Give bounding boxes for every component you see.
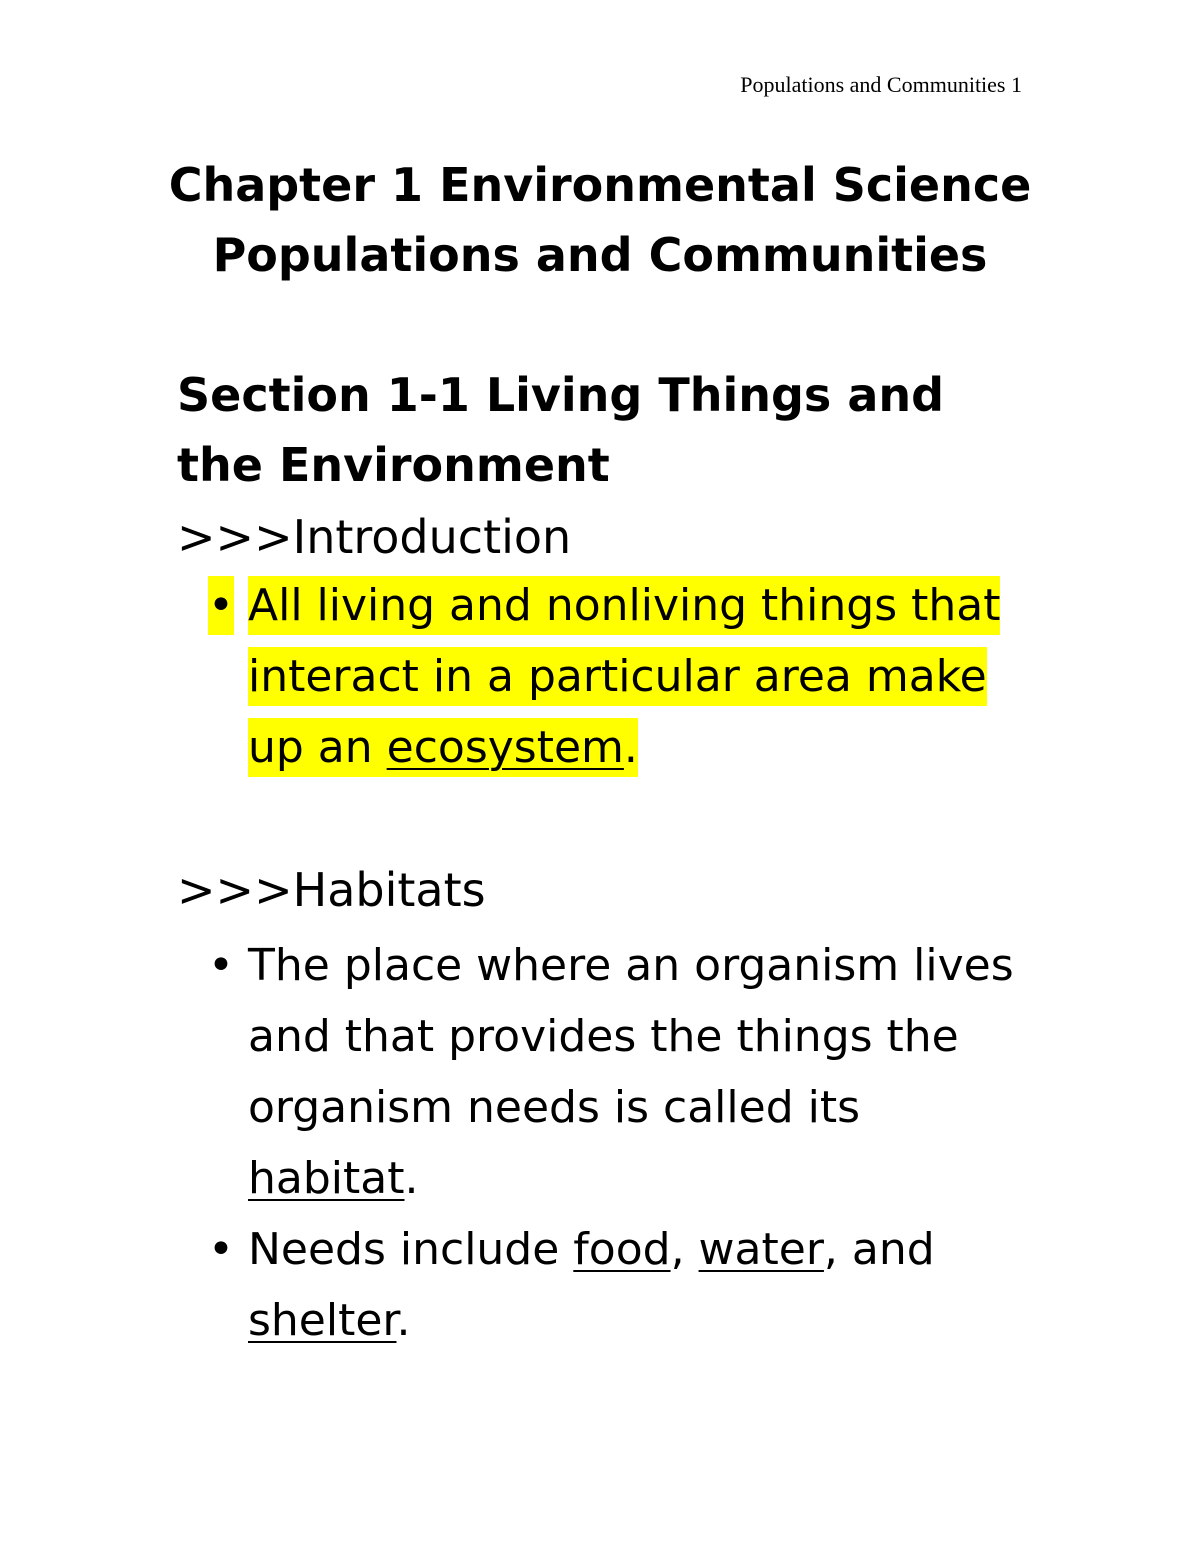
introduction-heading: >>>Introduction xyxy=(177,510,572,564)
list-item xyxy=(208,1214,1028,1356)
running-header: Populations and Communities 1 xyxy=(740,72,1022,97)
list-item xyxy=(208,570,1028,783)
food-term: food xyxy=(573,1224,671,1275)
needs-punct: . xyxy=(396,1295,411,1346)
needs-sep-1: , xyxy=(670,1224,699,1275)
bullet-icon: • xyxy=(208,1224,234,1275)
shelter-term: shelter xyxy=(248,1295,397,1346)
bullet-symbol: • xyxy=(208,576,234,635)
needs-text: Needs include xyxy=(248,1224,574,1275)
ecosystem-term: ecosystem xyxy=(386,722,624,773)
needs-sep-2: , and xyxy=(823,1224,935,1275)
habitat-punct: . xyxy=(404,1153,419,1204)
habitats-list xyxy=(208,930,1028,1356)
ecosystem-definition xyxy=(248,576,1000,777)
list-item xyxy=(208,930,1028,1214)
bullet-icon xyxy=(208,570,248,641)
water-term: water xyxy=(698,1224,824,1275)
chapter-title-line-2: Populations and Communities xyxy=(212,228,988,282)
ecosystem-punct: . xyxy=(623,722,638,773)
section-heading: Section 1-1 Living Things and the Environment xyxy=(177,368,945,492)
introduction-list xyxy=(208,570,1028,783)
habitat-text: The place where an organism lives and that provides the things the organism needs is called its xyxy=(248,940,1014,1133)
chapter-title-line-1: Chapter 1 Environmental Science xyxy=(168,158,1032,212)
ecosystem-text: All living and nonliving things that interact in a particular area make up an xyxy=(248,580,1001,773)
habitats-heading: >>>Habitats xyxy=(177,863,486,917)
bullet-icon: • xyxy=(208,940,234,991)
habitat-term: habitat xyxy=(248,1153,405,1204)
chapter-title xyxy=(0,150,1200,290)
